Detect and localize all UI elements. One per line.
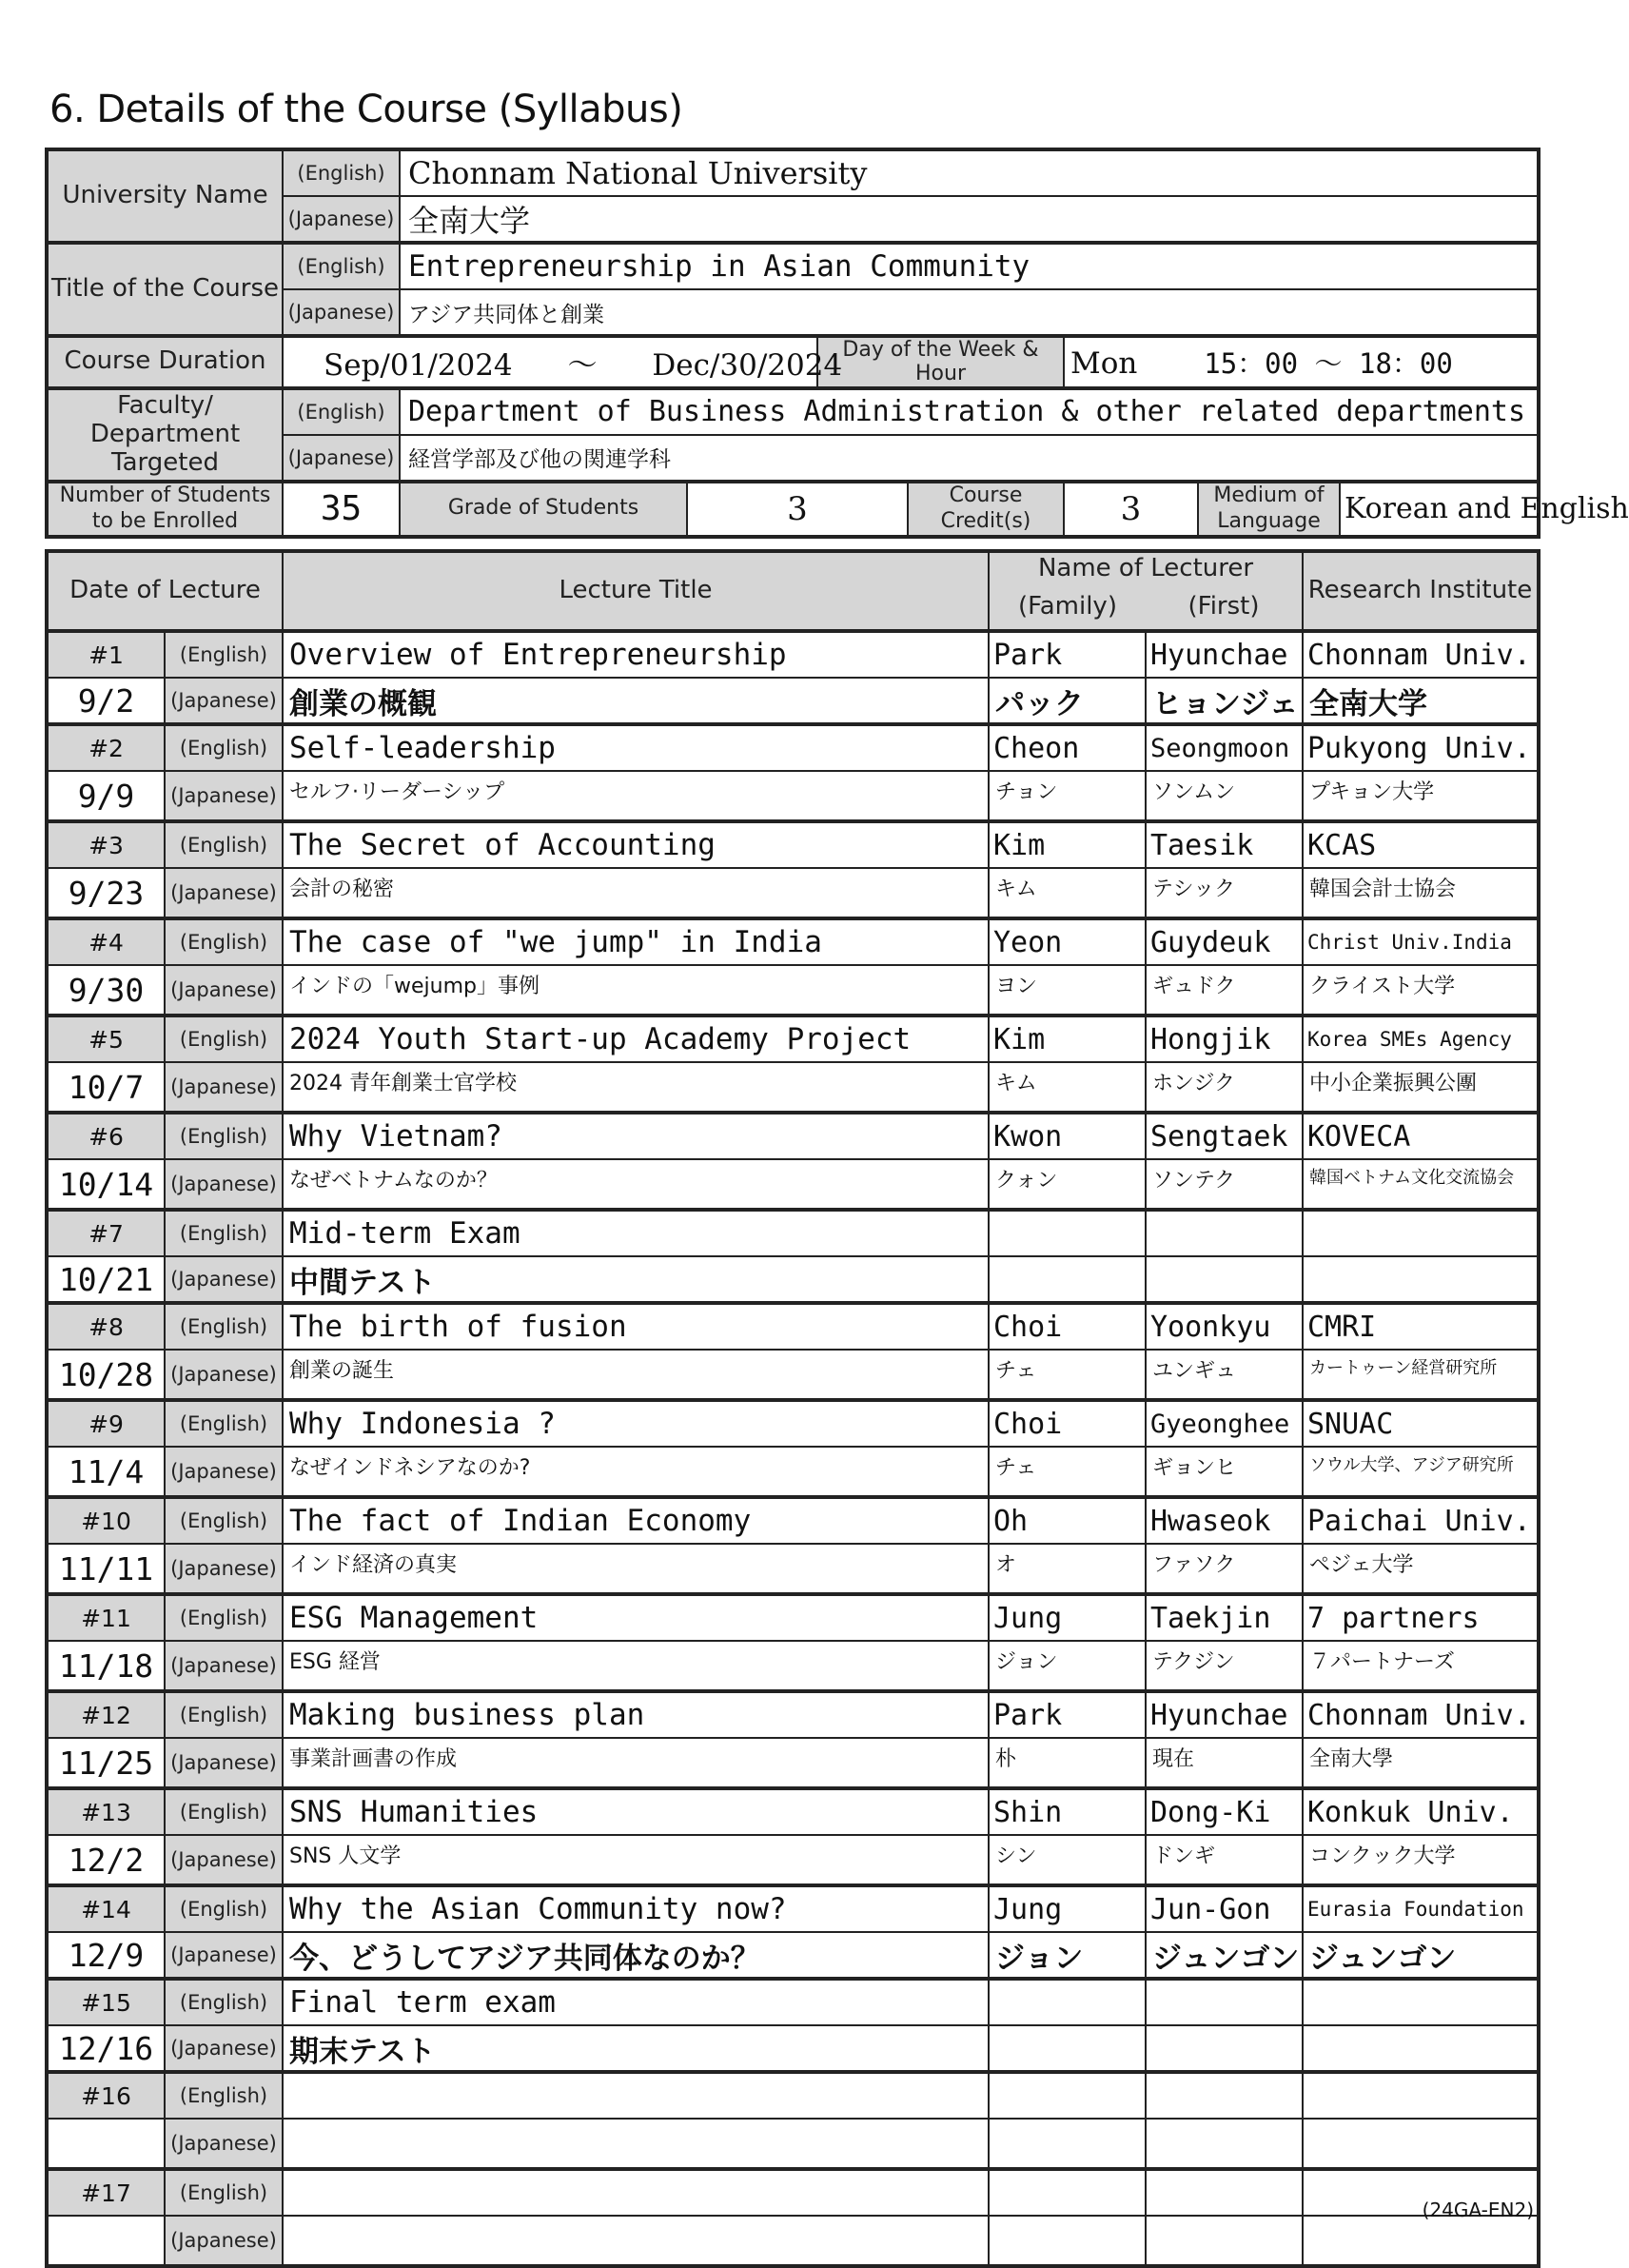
lang-japanese-label: (Japanese) bbox=[283, 435, 400, 482]
course-title-en: Entrepreneurship in Asian Community bbox=[400, 243, 1539, 289]
lecture-title-jp bbox=[283, 2216, 989, 2266]
lang-english-label: (English) bbox=[165, 1885, 283, 1932]
lecturer-family-en bbox=[989, 2072, 1146, 2119]
date-of-lecture-header: Date of Lecture bbox=[47, 551, 283, 631]
duration-separator: ～ bbox=[567, 347, 598, 383]
lecture-row-english bbox=[47, 1303, 1539, 1350]
lecturer-family-en: Cheon bbox=[989, 724, 1146, 771]
lecture-date: 10/21 bbox=[47, 1256, 165, 1303]
lecturer-first-en: Jun-Gon bbox=[1146, 1885, 1303, 1932]
research-institute-jp: ジュンゴン bbox=[1303, 1932, 1539, 1979]
lecture-title-en: Final term exam bbox=[283, 1979, 989, 2025]
lang-japanese-label: (Japanese) bbox=[165, 2119, 283, 2169]
university-name-jp: 全南大学 bbox=[400, 196, 1539, 243]
research-institute-jp bbox=[1303, 2119, 1539, 2169]
lecturer-family-jp: チェ bbox=[989, 1350, 1146, 1400]
lecture-row-japanese bbox=[47, 1256, 1539, 1303]
lecturer-first-en bbox=[1146, 1979, 1303, 2025]
lecturer-family-jp: パック bbox=[989, 678, 1146, 724]
research-institute-jp: 韓国会計士協会 bbox=[1303, 868, 1539, 918]
lecturer-family-jp: キム bbox=[989, 868, 1146, 918]
lecture-row-japanese bbox=[47, 1835, 1539, 1885]
research-institute-en: Korea SMEs Agency bbox=[1303, 1016, 1539, 1062]
credits-value: 3 bbox=[1064, 482, 1198, 537]
lecture-title-jp: 中間テスト bbox=[283, 1256, 989, 1303]
lecturer-first-en: Taekjin bbox=[1146, 1594, 1303, 1641]
num-students-label: Number of Students to be Enrolled bbox=[47, 482, 283, 537]
lecture-row-japanese bbox=[47, 1062, 1539, 1113]
lang-japanese-label: (Japanese) bbox=[165, 1447, 283, 1497]
lecturer-first-en: Sengtaek bbox=[1146, 1113, 1303, 1159]
lecture-row-japanese bbox=[47, 1641, 1539, 1691]
lecturer-family-en: Jung bbox=[989, 1885, 1146, 1932]
research-institute-jp: 全南大學 bbox=[1303, 1738, 1539, 1788]
lecturer-family-jp: ジョン bbox=[989, 1932, 1146, 1979]
lecturer-first-jp bbox=[1146, 2216, 1303, 2266]
lecture-number: #17 bbox=[47, 2169, 165, 2216]
lecture-date: 9/30 bbox=[47, 965, 165, 1016]
lecture-date: 11/4 bbox=[47, 1447, 165, 1497]
lang-japanese-label: (Japanese) bbox=[165, 678, 283, 724]
lang-japanese-label: (Japanese) bbox=[165, 1738, 283, 1788]
course-duration-label: Course Duration bbox=[47, 336, 283, 388]
lecture-title-en: The birth of fusion bbox=[283, 1303, 989, 1350]
lecturer-first-jp: 現在 bbox=[1146, 1738, 1303, 1788]
lecture-row-english bbox=[47, 631, 1539, 678]
lecture-row-english bbox=[47, 1979, 1539, 2025]
lecturer-family-en: Choi bbox=[989, 1400, 1146, 1447]
lecture-title-en: Overview of Entrepreneurship bbox=[283, 631, 989, 678]
research-institute-en: CMRI bbox=[1303, 1303, 1539, 1350]
grade-value: 3 bbox=[687, 482, 908, 537]
lecturer-first-en bbox=[1146, 1210, 1303, 1256]
first-header: (First) bbox=[1146, 585, 1303, 631]
lang-japanese-label: (Japanese) bbox=[165, 1544, 283, 1594]
lecture-title-jp: なぜベトナムなのか？ bbox=[283, 1159, 989, 1210]
day-hour-value bbox=[1064, 336, 1539, 388]
lang-english-label: (English) bbox=[165, 1210, 283, 1256]
research-institute-en: 7 partners bbox=[1303, 1594, 1539, 1641]
lecture-date: 9/9 bbox=[47, 771, 165, 821]
lecturer-first-jp: ソンムン bbox=[1146, 771, 1303, 821]
lecture-date bbox=[47, 2119, 165, 2169]
lecture-number: #4 bbox=[47, 918, 165, 965]
lang-japanese-label: (Japanese) bbox=[165, 965, 283, 1016]
lecturer-first-en bbox=[1146, 2072, 1303, 2119]
lecture-title-jp: 創業の誕生 bbox=[283, 1350, 989, 1400]
lecturer-first-jp: ドンギ bbox=[1146, 1835, 1303, 1885]
lecture-title-jp: セルフ·リーダーシップ bbox=[283, 771, 989, 821]
lecture-row-japanese bbox=[47, 965, 1539, 1016]
lang-japanese-label: (Japanese) bbox=[283, 196, 400, 243]
lang-english-label: (English) bbox=[165, 1497, 283, 1544]
lecturer-first-jp: テシック bbox=[1146, 868, 1303, 918]
lecture-date bbox=[47, 2216, 165, 2266]
lecture-number: #9 bbox=[47, 1400, 165, 1447]
lecture-row-japanese bbox=[47, 2216, 1539, 2266]
lang-japanese-label: (Japanese) bbox=[165, 1835, 283, 1885]
lecturer-family-jp: 朴 bbox=[989, 1738, 1146, 1788]
lecture-title-jp: 期末テスト bbox=[283, 2025, 989, 2072]
lecture-row-english bbox=[47, 821, 1539, 868]
lecture-date: 11/25 bbox=[47, 1738, 165, 1788]
lecture-number: #2 bbox=[47, 724, 165, 771]
lecture-number: #14 bbox=[47, 1885, 165, 1932]
research-institute-en: Christ Univ.India bbox=[1303, 918, 1539, 965]
lecturer-first-en: Dong-Ki bbox=[1146, 1788, 1303, 1835]
credits-label: Course Credit(s) bbox=[908, 482, 1064, 537]
hours-value: 15：00 ～ 18：00 bbox=[1204, 346, 1453, 380]
lecture-number: #11 bbox=[47, 1594, 165, 1641]
research-institute-jp: ７パートナーズ bbox=[1303, 1641, 1539, 1691]
lang-english-label: (English) bbox=[165, 918, 283, 965]
research-institute-en bbox=[1303, 1210, 1539, 1256]
lecture-date: 10/7 bbox=[47, 1062, 165, 1113]
lang-english-label: (English) bbox=[165, 1016, 283, 1062]
lang-english-label: (English) bbox=[165, 1788, 283, 1835]
research-institute-en: Chonnam Univ. bbox=[1303, 631, 1539, 678]
lang-english-label: (English) bbox=[165, 724, 283, 771]
lecture-row-english bbox=[47, 1016, 1539, 1062]
lecturer-first-jp: ユンギュ bbox=[1146, 1350, 1303, 1400]
research-institute-en: Chonnam Univ. bbox=[1303, 1691, 1539, 1738]
research-institute-en: KOVECA bbox=[1303, 1113, 1539, 1159]
research-institute-en bbox=[1303, 2072, 1539, 2119]
day-value: Mon bbox=[1070, 345, 1138, 381]
lecture-row-english bbox=[47, 1691, 1539, 1738]
lecture-row-english bbox=[47, 2169, 1539, 2216]
lecture-row-english bbox=[47, 1788, 1539, 1835]
lecture-title-en: The case of "we jump" in India bbox=[283, 918, 989, 965]
research-institute-en: Konkuk Univ. bbox=[1303, 1788, 1539, 1835]
lecturer-first-en: Seongmoon bbox=[1146, 724, 1303, 771]
lecture-date: 12/9 bbox=[47, 1932, 165, 1979]
lecture-number: #5 bbox=[47, 1016, 165, 1062]
lecturer-family-en bbox=[989, 2169, 1146, 2216]
research-institute-jp: コンクック大学 bbox=[1303, 1835, 1539, 1885]
course-title-label: Title of the Course bbox=[47, 243, 283, 336]
grade-label: Grade of Students bbox=[400, 482, 687, 537]
lang-japanese-label: (Japanese) bbox=[283, 289, 400, 336]
faculty-jp: 経営学部及び他の関連学科 bbox=[400, 435, 1539, 482]
lecture-title-jp: なぜインドネシアなのか? bbox=[283, 1447, 989, 1497]
lang-english-label: (English) bbox=[165, 1594, 283, 1641]
lecture-number: #3 bbox=[47, 821, 165, 868]
lecture-row-japanese bbox=[47, 868, 1539, 918]
lecture-date: 11/18 bbox=[47, 1641, 165, 1691]
lecture-row-japanese bbox=[47, 1738, 1539, 1788]
lecturer-first-en bbox=[1146, 2169, 1303, 2216]
lecturer-family-en: Kim bbox=[989, 1016, 1146, 1062]
university-name-en: Chonnam National University bbox=[400, 149, 1539, 196]
page-title: 6. Details of the Course (Syllabus) bbox=[49, 88, 683, 131]
lecture-number: #13 bbox=[47, 1788, 165, 1835]
lecturer-first-jp: ヒョンジェ bbox=[1146, 678, 1303, 724]
research-institute-jp: 全南大学 bbox=[1303, 678, 1539, 724]
lang-japanese-label: (Japanese) bbox=[165, 2216, 283, 2266]
lecture-title-jp: 2024 青年創業士官学校 bbox=[283, 1062, 989, 1113]
lecturer-family-jp bbox=[989, 2216, 1146, 2266]
lecture-title-jp: ESG 経営 bbox=[283, 1641, 989, 1691]
lecture-title-en: Making business plan bbox=[283, 1691, 989, 1738]
lecture-title-en bbox=[283, 2169, 989, 2216]
lectures-table bbox=[45, 549, 1541, 2268]
lecture-title-en: The fact of Indian Economy bbox=[283, 1497, 989, 1544]
lecturer-first-en: Yoonkyu bbox=[1146, 1303, 1303, 1350]
lecturer-family-en: Jung bbox=[989, 1594, 1146, 1641]
lecture-title-jp: 事業計画書の作成 bbox=[283, 1738, 989, 1788]
lecture-row-english bbox=[47, 1885, 1539, 1932]
lang-japanese-label: (Japanese) bbox=[165, 1062, 283, 1113]
research-institute-header: Research Institute bbox=[1303, 551, 1539, 631]
lecturer-first-jp: ファソク bbox=[1146, 1544, 1303, 1594]
duration-start: Sep/01/2024 bbox=[324, 347, 513, 383]
name-of-lecturer-header: Name of Lecturer bbox=[989, 551, 1303, 585]
lang-japanese-label: (Japanese) bbox=[165, 868, 283, 918]
lang-english-label: (English) bbox=[165, 1303, 283, 1350]
lecture-title-en: Why Vietnam? bbox=[283, 1113, 989, 1159]
lecture-number: #15 bbox=[47, 1979, 165, 2025]
lecturer-family-jp bbox=[989, 2025, 1146, 2072]
lecture-title-en bbox=[283, 2072, 989, 2119]
lecturer-family-jp: キム bbox=[989, 1062, 1146, 1113]
research-institute-jp: プキョン大学 bbox=[1303, 771, 1539, 821]
lecturer-first-en: Hyunchae bbox=[1146, 631, 1303, 678]
lang-japanese-label: (Japanese) bbox=[165, 1641, 283, 1691]
lecturer-first-jp: ホンジク bbox=[1146, 1062, 1303, 1113]
lecturer-family-jp bbox=[989, 2119, 1146, 2169]
lecture-date: 10/14 bbox=[47, 1159, 165, 1210]
lang-english-label: (English) bbox=[165, 631, 283, 678]
duration-end: Dec/30/2024 bbox=[652, 347, 843, 383]
lecture-number: #12 bbox=[47, 1691, 165, 1738]
lecture-title-en: Why Indonesia ? bbox=[283, 1400, 989, 1447]
lang-english-label: (English) bbox=[283, 388, 400, 435]
form-code: (24GA-EN2) bbox=[1422, 2199, 1534, 2221]
lecturer-first-jp: ギョンヒ bbox=[1146, 1447, 1303, 1497]
medium-value: Korean and English bbox=[1340, 482, 1539, 537]
research-institute-jp: 韓国ベトナム文化交流協会 bbox=[1303, 1159, 1539, 1210]
lecture-row-japanese bbox=[47, 1544, 1539, 1594]
lecturer-first-en: Hwaseok bbox=[1146, 1497, 1303, 1544]
lecturer-first-jp: ソンテク bbox=[1146, 1159, 1303, 1210]
lang-english-label: (English) bbox=[165, 2072, 283, 2119]
lecture-title-jp: 今、どうしてアジア共同体なのか？ bbox=[283, 1932, 989, 1979]
lecture-number: #8 bbox=[47, 1303, 165, 1350]
lecturer-first-jp: ギュドク bbox=[1146, 965, 1303, 1016]
lecture-row-japanese bbox=[47, 2119, 1539, 2169]
lecture-row-japanese bbox=[47, 678, 1539, 724]
lang-japanese-label: (Japanese) bbox=[165, 771, 283, 821]
lecturer-first-en: Taesik bbox=[1146, 821, 1303, 868]
lecture-row-japanese bbox=[47, 2025, 1539, 2072]
lecture-number: #16 bbox=[47, 2072, 165, 2119]
lecture-row-english bbox=[47, 1594, 1539, 1641]
lang-english-label: (English) bbox=[165, 1691, 283, 1738]
lecture-date: 9/23 bbox=[47, 868, 165, 918]
lecture-title-en: Why the Asian Community now? bbox=[283, 1885, 989, 1932]
lecture-title-en: Mid-term Exam bbox=[283, 1210, 989, 1256]
research-institute-jp: ペジェ大学 bbox=[1303, 1544, 1539, 1594]
lecture-date: 12/16 bbox=[47, 2025, 165, 2072]
lecturer-family-en bbox=[989, 1979, 1146, 2025]
lecturer-first-jp bbox=[1146, 2025, 1303, 2072]
lecture-row-english bbox=[47, 724, 1539, 771]
lecturer-family-en: Kwon bbox=[989, 1113, 1146, 1159]
research-institute-jp bbox=[1303, 2025, 1539, 2072]
research-institute-en: SNUAC bbox=[1303, 1400, 1539, 1447]
lecturer-family-en: Park bbox=[989, 631, 1146, 678]
lecture-title-jp: 会計の秘密 bbox=[283, 868, 989, 918]
family-header: (Family) bbox=[989, 585, 1146, 631]
lecturer-family-en: Kim bbox=[989, 821, 1146, 868]
lecture-number: #6 bbox=[47, 1113, 165, 1159]
lecture-row-japanese bbox=[47, 1932, 1539, 1979]
course-duration-value bbox=[283, 336, 843, 388]
lecturer-family-en bbox=[989, 1210, 1146, 1256]
research-institute-en: Eurasia Foundation bbox=[1303, 1885, 1539, 1932]
lecturer-family-jp: チェ bbox=[989, 1447, 1146, 1497]
research-institute-en: Paichai Univ. bbox=[1303, 1497, 1539, 1544]
lecture-title-jp: インド経済の真実 bbox=[283, 1544, 989, 1594]
lecturer-family-jp: ジョン bbox=[989, 1641, 1146, 1691]
lecturer-family-en: Shin bbox=[989, 1788, 1146, 1835]
lecture-row-english bbox=[47, 2072, 1539, 2119]
course-title-jp: アジア共同体と創業 bbox=[400, 289, 1539, 336]
lecture-row-japanese bbox=[47, 1159, 1539, 1210]
lang-english-label: (English) bbox=[165, 1113, 283, 1159]
lecture-rows bbox=[47, 631, 1539, 2266]
lecturer-family-jp: ヨン bbox=[989, 965, 1146, 1016]
research-institute-jp bbox=[1303, 2216, 1539, 2266]
research-institute-jp: カートゥーン経営研究所 bbox=[1303, 1350, 1539, 1400]
lecturer-first-en: Gyeonghee bbox=[1146, 1400, 1303, 1447]
lecture-number: #10 bbox=[47, 1497, 165, 1544]
research-institute-jp: ソウル大学、アジア研究所 bbox=[1303, 1447, 1539, 1497]
research-institute-en: KCAS bbox=[1303, 821, 1539, 868]
lecturer-family-en: Oh bbox=[989, 1497, 1146, 1544]
lecture-title-jp: 創業の概観 bbox=[283, 678, 989, 724]
lecture-title-en: The Secret of Accounting bbox=[283, 821, 989, 868]
lang-english-label: (English) bbox=[165, 1979, 283, 2025]
lecture-title-en: Self-leadership bbox=[283, 724, 989, 771]
lecture-date: 11/11 bbox=[47, 1544, 165, 1594]
lecturer-family-en: Choi bbox=[989, 1303, 1146, 1350]
lang-english-label: (English) bbox=[283, 149, 400, 196]
lang-japanese-label: (Japanese) bbox=[165, 1932, 283, 1979]
lecture-title-jp: SNS 人文学 bbox=[283, 1835, 989, 1885]
faculty-en: Department of Business Administration & other related departments bbox=[400, 388, 1539, 435]
lecture-title-header: Lecture Title bbox=[283, 551, 989, 631]
lecture-date: 9/2 bbox=[47, 678, 165, 724]
lecture-title-en: ESG Management bbox=[283, 1594, 989, 1641]
lecturer-first-en: Guydeuk bbox=[1146, 918, 1303, 965]
lecturer-family-jp: チョン bbox=[989, 771, 1146, 821]
lecturer-family-jp: シン bbox=[989, 1835, 1146, 1885]
lecture-row-english bbox=[47, 1113, 1539, 1159]
day-hour-label: Day of the Week & Hour bbox=[817, 336, 1064, 388]
lecture-date: 10/28 bbox=[47, 1350, 165, 1400]
lang-japanese-label: (Japanese) bbox=[165, 1350, 283, 1400]
faculty-label: Faculty/ Department Targeted bbox=[47, 388, 283, 482]
lecture-row-english bbox=[47, 1210, 1539, 1256]
lecture-row-japanese bbox=[47, 771, 1539, 821]
lecturer-family-jp: クォン bbox=[989, 1159, 1146, 1210]
lecturer-family-en: Yeon bbox=[989, 918, 1146, 965]
lang-japanese-label: (Japanese) bbox=[165, 1256, 283, 1303]
medium-label: Medium of Language bbox=[1198, 482, 1340, 537]
lecturer-first-jp bbox=[1146, 1256, 1303, 1303]
lecturer-family-en: Park bbox=[989, 1691, 1146, 1738]
lecture-row-english bbox=[47, 918, 1539, 965]
research-institute-en: Pukyong Univ. bbox=[1303, 724, 1539, 771]
lecture-date: 12/2 bbox=[47, 1835, 165, 1885]
research-institute-jp bbox=[1303, 1256, 1539, 1303]
lang-english-label: (English) bbox=[165, 2169, 283, 2216]
lecture-row-english bbox=[47, 1400, 1539, 1447]
lang-japanese-label: (Japanese) bbox=[165, 1159, 283, 1210]
lecture-title-jp bbox=[283, 2119, 989, 2169]
lecture-row-japanese bbox=[47, 1447, 1539, 1497]
lecturer-first-jp: テクジン bbox=[1146, 1641, 1303, 1691]
lang-english-label: (English) bbox=[165, 821, 283, 868]
lecturer-first-jp bbox=[1146, 2119, 1303, 2169]
lang-english-label: (English) bbox=[283, 243, 400, 289]
lang-english-label: (English) bbox=[165, 1400, 283, 1447]
university-name-label: University Name bbox=[47, 149, 283, 243]
lang-japanese-label: (Japanese) bbox=[165, 2025, 283, 2072]
research-institute-jp: 中小企業振興公團 bbox=[1303, 1062, 1539, 1113]
research-institute-en bbox=[1303, 1979, 1539, 2025]
lecturer-family-jp: オ bbox=[989, 1544, 1146, 1594]
course-info-table bbox=[45, 148, 1629, 539]
num-students-value: 35 bbox=[283, 482, 400, 537]
lecturer-first-jp: ジュンゴン bbox=[1146, 1932, 1303, 1979]
research-institute-jp: クライスト大学 bbox=[1303, 965, 1539, 1016]
lecture-number: #7 bbox=[47, 1210, 165, 1256]
lecturer-family-jp bbox=[989, 1256, 1146, 1303]
lecture-title-jp: インドの「wejump」事例 bbox=[283, 965, 989, 1016]
lecturer-first-en: Hongjik bbox=[1146, 1016, 1303, 1062]
lecture-row-english bbox=[47, 1497, 1539, 1544]
lecture-title-en: 2024 Youth Start-up Academy Project bbox=[283, 1016, 989, 1062]
lecture-number: #1 bbox=[47, 631, 165, 678]
lecturer-first-en: Hyunchae bbox=[1146, 1691, 1303, 1738]
lecture-title-en: SNS Humanities bbox=[283, 1788, 989, 1835]
lecture-row-japanese bbox=[47, 1350, 1539, 1400]
